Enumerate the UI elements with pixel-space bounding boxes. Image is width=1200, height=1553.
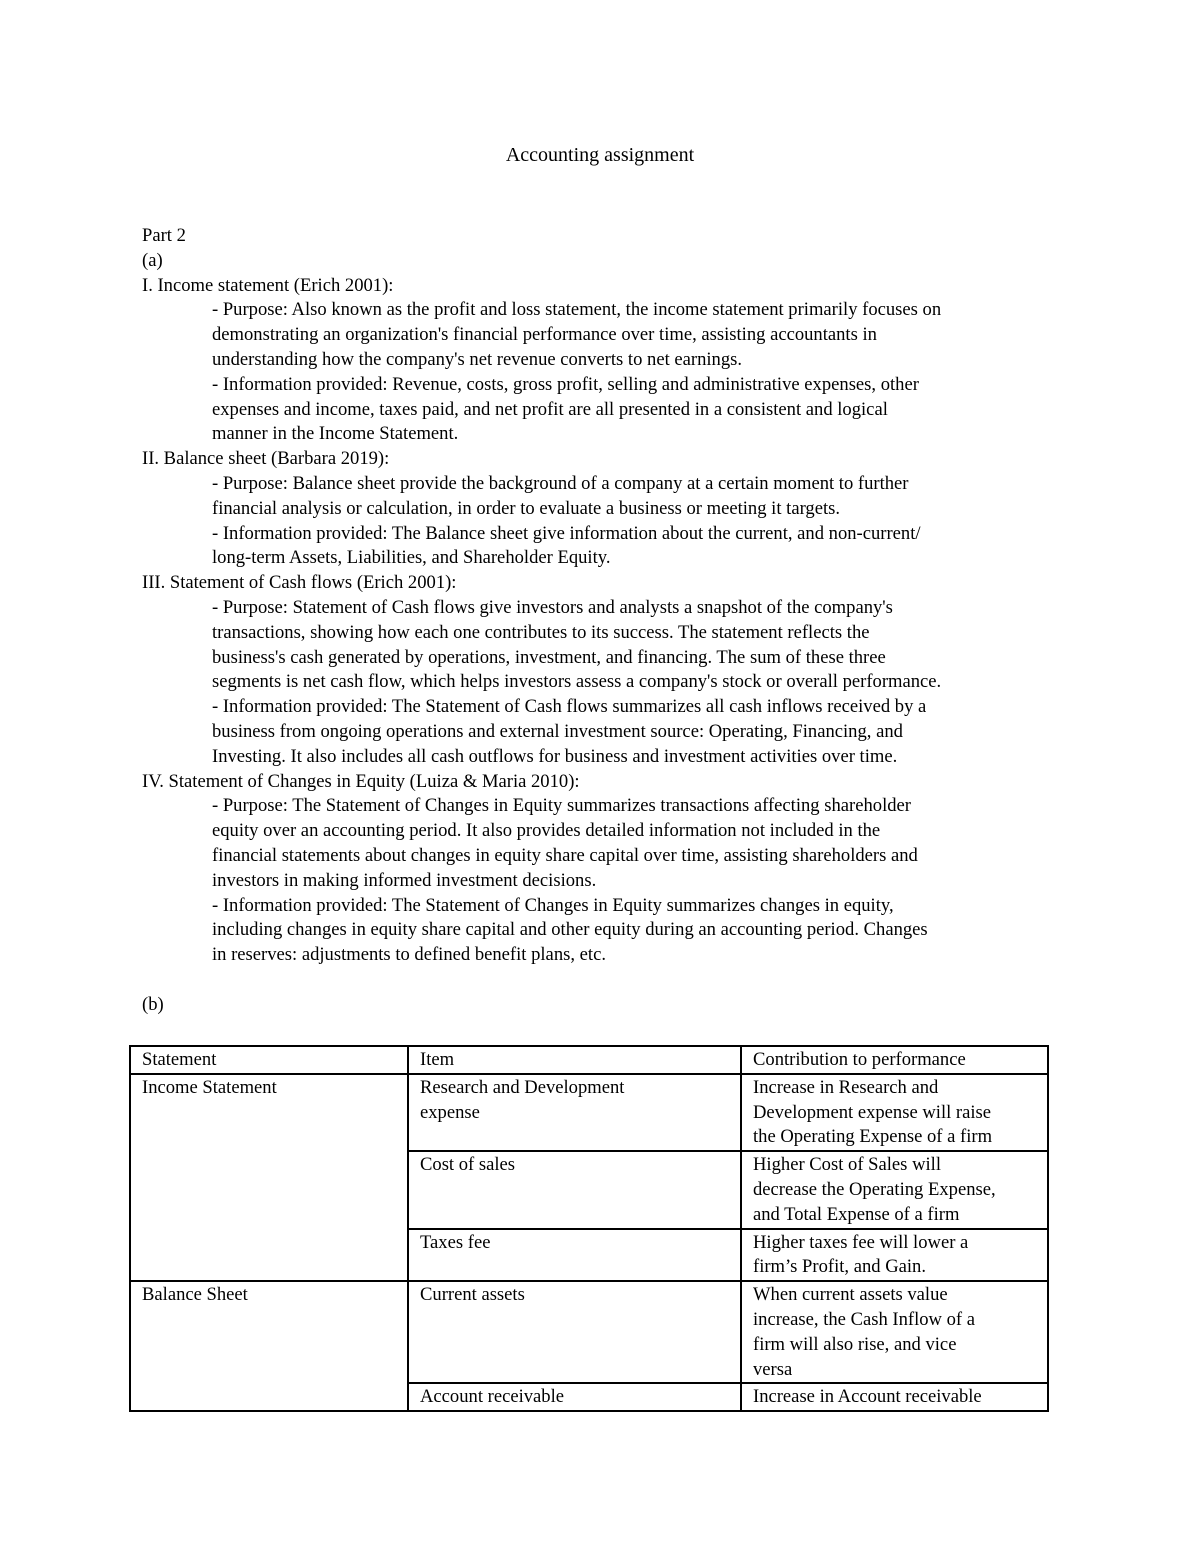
section-line: expenses and income, taxes paid, and net profit are all presented in a consistent and logical [212,398,888,420]
cell-line: versa [753,1358,793,1380]
section-line: long-term Assets, Liabilities, and Shareholder Equity. [212,547,611,569]
cell-line: Higher Cost of Sales will [753,1154,941,1176]
section-line: Investing. It also includes all cash outflows for business and investment activities over time. [212,745,898,767]
section-line: - Purpose: Balance sheet provide the background of a company at a certain moment to further [212,472,909,494]
contribution-cell [741,1074,1048,1151]
section-line: manner in the Income Statement. [212,423,459,445]
cell-line: Cost of sales [420,1154,516,1176]
section-line: in reserves: adjustments to defined benefit plans, etc. [212,944,606,966]
table-header-cell: Item [408,1046,741,1074]
cell-line: Development expense will raise [753,1101,992,1123]
section-line: transactions, showing how each one contributes to its success. The statement reflects the [212,621,870,643]
item-cell [408,1281,741,1383]
section-line: - Information provided: The Balance sheet give information about the current, and non-current/ [212,522,921,544]
cell-line: firm’s Profit, and Gain. [753,1256,926,1278]
table-header-cell: Contribution to performance [741,1046,1048,1074]
section-b-label: (b) [142,993,164,1015]
section-line: understanding how the company's net revenue converts to net earnings. [212,348,743,370]
section-line: - Purpose: Statement of Cash flows give investors and analysts a snapshot of the company's [212,596,893,618]
part-label: Part 2 [142,225,186,246]
contribution-cell [741,1383,1048,1411]
section-heading: II. Balance sheet (Barbara 2019): [142,448,390,470]
contribution-cell [741,1229,1048,1282]
cell-line: Current assets [420,1284,525,1306]
section-line: - Purpose: The Statement of Changes in Equity summarizes transactions affecting shareholder [212,795,911,817]
section-line: - Information provided: The Statement of Cash flows summarizes all cash inflows received by a [212,696,927,718]
section-line: - Information provided: The Statement of Changes in Equity summarizes changes in equity, [212,894,894,916]
cell-line: the Operating Expense of a firm [753,1126,993,1148]
document-body [142,224,1072,1018]
table-row [130,1074,1048,1151]
statements-table [129,1045,1049,1412]
section-line: investors in making informed investment decisions. [212,869,597,891]
contribution-cell [741,1151,1048,1228]
item-cell [408,1229,741,1282]
section-heading: IV. Statement of Changes in Equity (Luiza & Maria 2010): [142,770,580,792]
item-cell [408,1151,741,1228]
cell-line: Account receivable [420,1386,565,1408]
section-heading: III. Statement of Cash flows (Erich 2001): [142,572,457,594]
section-line: segments is net cash flow, which helps investors assess a company's stock or overall performance. [212,671,942,693]
cell-line: Research and Development [420,1076,625,1098]
paragraph-gap [142,968,1072,993]
cell-line: Increase in Account receivable [753,1386,982,1408]
section-line: - Information provided: Revenue, costs, gross profit, selling and administrative expenses, other [212,373,919,395]
item-cell [408,1074,741,1151]
cell-line: increase, the Cash Inflow of a [753,1308,976,1330]
statement-cell: Balance Sheet [130,1281,408,1411]
cell-line: Increase in Research and [753,1076,939,1098]
contribution-cell [741,1281,1048,1383]
item-cell [408,1383,741,1411]
section-line: financial analysis or calculation, in order to evaluate a business or meeting it targets. [212,497,841,519]
cell-line: When current assets value [753,1284,948,1306]
section-line: business from ongoing operations and external investment source: Operating, Financing, and [212,720,903,742]
section-a-label: (a) [142,249,163,271]
statement-cell: Income Statement [130,1074,408,1281]
cell-line: decrease the Operating Expense, [753,1178,996,1200]
table-row [130,1281,1048,1383]
section-heading: I. Income statement (Erich 2001): [142,274,394,296]
document-title: Accounting assignment [505,144,695,166]
table-header-cell: Statement [130,1046,408,1074]
cell-line: Taxes fee [420,1231,491,1253]
table-header-row [130,1046,1048,1074]
section-line: financial statements about changes in equity share capital over time, assisting shareholders and [212,844,918,866]
section-line: including changes in equity share capital and other equity during an accounting period. Changes [212,919,928,941]
section-line: - Purpose: Also known as the profit and loss statement, the income statement primarily focuses on [212,299,942,321]
cell-line: and Total Expense of a firm [753,1203,960,1225]
cell-line: firm will also rise, and vice [753,1333,957,1355]
cell-line: Higher taxes fee will lower a [753,1231,969,1253]
section-line: business's cash generated by operations, investment, and financing. The sum of these three [212,646,886,668]
section-line: equity over an accounting period. It also provides detailed information not included in the [212,820,881,842]
cell-line: expense [420,1101,480,1123]
section-line: demonstrating an organization's financial performance over time, assisting accountants in [212,324,877,346]
